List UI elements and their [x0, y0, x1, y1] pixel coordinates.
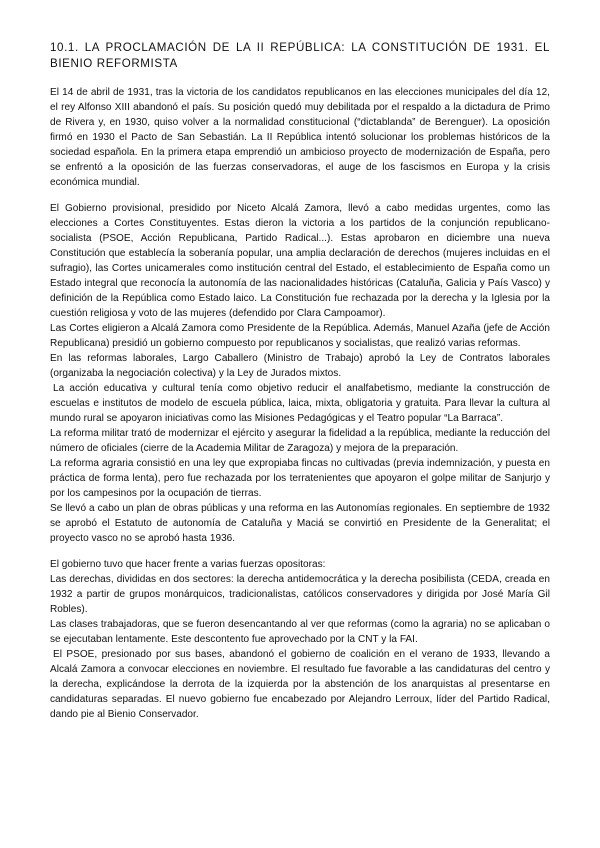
paragraph-provisional-government: El Gobierno provisional, presidido por Niceto Alcalá Zamora, llevó a cabo medidas urgentes, como las elecciones a Cortes Constituyentes. Estas dieron la victoria a los partidos de la conjunción republicano-socialista (PSOE, Acción Republicana, Partido Radical...). Estas aprobaron en diciembre una nueva Constitución que establecía la soberanía popular, una amplia declaración de derechos (mujeres incluidas en el sufragio), las Cortes unicamerales como institución central del Estado, el establecimiento de España como un Estado integral que reconocía la autonomía de las nacionalidades históricas (Cataluña, Galicia y País Vasco) y definición de la República como Estado laico. La Constitución fue rechazada por la derecha y la Iglesia por la cuestión religiosa y voto de las mujeres (defendido por Clara Campoamor).	[50, 203, 550, 319]
paragraph-azana-government: Las Cortes eligieron a Alcalá Zamora como Presidente de la República. Además, Manuel Azaña (jefe de Acción Republicana) presidió un gobierno compuesto por republicanos y socialistas, que realizó varias reformas.	[50, 323, 550, 349]
paragraph-labor-reforms: En las reformas laborales, Largo Caballero (Ministro de Trabajo) aprobó la Ley de Contratos laborales (organizaba la negociación colectiva) y la Ley de Jurados mixtos.	[50, 353, 550, 379]
paragraph-education-reform: La acción educativa y cultural tenía como objetivo reducir el analfabetismo, mediante la construcción de escuelas e institutos de modelo de escuela pública, laica, mixta, obligatoria y gratuita. Para llevar la cultura al mundo rural se apoyaron iniciativas como las Misiones Pedagógicas y el Teatro popular “La Barraca”.	[50, 383, 550, 424]
paragraph-working-classes: Las clases trabajadoras, que se fueron desencantando al ver que reformas (como la agraria) no se aplicaban o se ejecutaban lentamente. Este descontento fue aprovechado por la CNT y la FAI.	[50, 619, 550, 645]
paragraph-opposition-intro: El gobierno tuvo que hacer frente a varias fuerzas opositoras:	[50, 559, 326, 570]
paragraph-psoe-elections: El PSOE, presionado por sus bases, abandonó el gobierno de coalición en el verano de 1933, llevando a Alcalá Zamora a convocar elecciones en noviembre. El resultado fue favorable a las candidaturas del centro y la derecha, explicándose la derrota de la izquierda por la abstención de los anarquistas al presentarse en candidaturas separadas. El nuevo gobierno fue encabezado por Alejandro Lerroux, líder del Partido Radical, dando pie al Bienio Conservador.	[50, 649, 550, 720]
paragraph-intro: El 14 de abril de 1931, tras la victoria de los candidatos republicanos en las elecciones municipales del día 12, el rey Alfonso XIII abandonó el país. Su posición quedó muy debilitada por el respaldo a la dictadura de Primo de Rivera y, en 1930, quiso volver a la normalidad constitucional (“dictablanda” de Berenguer). La oposición firmó en 1930 el Pacto de San Sebastián. La II República intentó solucionar los problemas históricos de la sociedad española. En la primera etapa emprendió un ambicioso proyecto de modernización de España, pero se enfrentó a la oposición de las fuerzas conservadoras, el auge de los fascismos en Europa y la crisis económica mundial.	[50, 87, 550, 188]
document-title: 10.1. LA PROCLAMACIÓN DE LA II REPÚBLICA: LA CONSTITUCIÓN DE 1931. EL BIENIO REFORMISTA	[50, 41, 550, 70]
paragraph-military-reform: La reforma militar trató de modernizar el ejército y asegurar la fidelidad a la república, mediante la reducción del número de oficiales (cierre de la Academia Militar de Zaragoza) y mejora de la preparación.	[50, 428, 550, 454]
paragraph-agrarian-reform: La reforma agraria consistió en una ley que expropiaba fincas no cultivadas (previa indemnización, y puesta en práctica de forma lenta), pero fue rechazada por los terratenientes que apoyaron el golpe militar de Sanjurjo y por los campesinos por la ocupación de tierras.	[50, 458, 550, 499]
paragraph-right-wing: Las derechas, divididas en dos sectores: la derecha antidemocrática y la derecha posibilista (CEDA, creada en 1932 a partir de grupos monárquicos, tradicionalistas, católicos conservadores y dirigida por José María Gil Robles).	[50, 574, 550, 615]
paragraph-public-works-autonomy: Se llevó a cabo un plan de obras públicas y una reforma en las Autonomías regionales. En septiembre de 1932 se aprobó el Estatuto de autonomía de Cataluña y Maciá se convirtió en Presidente de la Generalitat; el proyecto vasco no se aprobó hasta 1936.	[50, 503, 550, 544]
